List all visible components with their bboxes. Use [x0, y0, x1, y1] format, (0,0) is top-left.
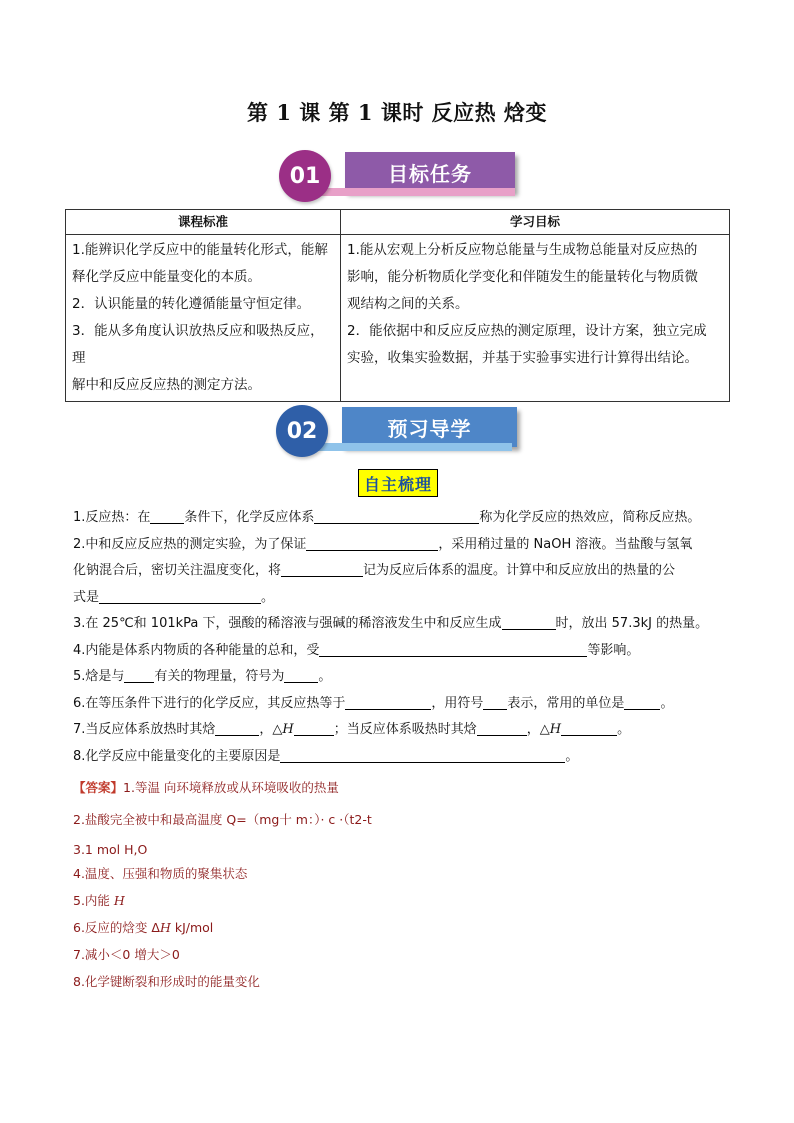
answer-text: 1.等温 向环境释放或从环境吸收的热量 — [123, 780, 339, 795]
question-text: 化钠混合后，密切关注温度变化，将 — [73, 563, 282, 578]
delta-h-symbol: △H — [539, 722, 562, 737]
question-text: 条件下，化学反应体系 — [184, 510, 315, 525]
section-number-badge: 01 — [279, 150, 331, 202]
answer-4: 4.温度、压强和物质的聚集状态 — [73, 866, 248, 881]
answer-7: 7.减小＜0 增大＞0 — [73, 947, 180, 962]
answer-blank — [294, 719, 334, 736]
question-text: 式是 — [73, 589, 100, 605]
question-text: ， — [259, 722, 273, 737]
table-line: 2．能依据中和反应反应热的测定原理，设计方案，独立完成 — [347, 323, 707, 339]
question-7 — [73, 717, 733, 744]
question-text: ， — [526, 722, 540, 737]
question-text: 。 — [318, 669, 332, 684]
answer-blank — [314, 507, 479, 524]
question-text: ，用符号 — [431, 695, 484, 711]
table-header-standard: 课程标准 — [66, 210, 341, 235]
answer-blank — [99, 587, 261, 604]
answer-blank — [306, 534, 438, 551]
question-list — [73, 505, 733, 770]
question-text: 3.在 25℃和 101kPa 下，强酸的稀溶液与强碱的稀溶液发生中和反应生成 — [73, 616, 502, 631]
question-text: 时，放出 57.3kJ 的热量。 — [555, 616, 709, 631]
question-text: 。 — [565, 748, 579, 764]
answer-6 — [73, 913, 733, 940]
question-3 — [73, 611, 733, 638]
question-text: 。 — [617, 722, 631, 737]
table-line: 影响，能分析物质化学变化和伴随发生的能量转化与物质微 — [347, 269, 698, 285]
standards-table — [65, 209, 730, 402]
answer-text: 6.反应的焓变 Δ — [73, 920, 160, 935]
section-underline — [319, 188, 515, 196]
question-text: ，采用稍过量的 NaOH 溶液。当盐酸与氢氧 — [438, 536, 693, 552]
section-header-targets — [279, 150, 519, 202]
answer-symbol: H — [159, 920, 171, 935]
question-text: 有关的物理量，符号为 — [154, 669, 285, 684]
table-line: 释化学反应中能量变化的本质。 — [72, 269, 261, 285]
table-line: 实验，收集实验数据，并基于实验事实进行计算得出结论。 — [347, 350, 698, 366]
answer-blank — [124, 666, 154, 683]
answer-symbol: H — [113, 893, 125, 908]
section-underline — [316, 443, 512, 451]
question-text: ；当反应体系吸热时其焓 — [333, 722, 477, 737]
question-text: 记为反应后体系的温度。计算中和反应放出的热量的公 — [363, 563, 676, 578]
answer-blank — [345, 693, 431, 710]
question-text: 。 — [261, 589, 275, 605]
answer-blank — [502, 613, 556, 630]
answer-blank — [561, 719, 617, 736]
answer-blank — [215, 719, 259, 736]
answer-3: 3.1 mol H,O — [73, 842, 148, 857]
answer-5 — [73, 886, 733, 913]
question-8 — [73, 744, 733, 771]
answer-blank — [319, 640, 587, 657]
answer-blank — [150, 507, 184, 524]
question-1 — [73, 505, 733, 532]
question-text: 8.化学反应中能量变化的主要原因是 — [73, 748, 281, 764]
question-2-cont — [73, 558, 733, 585]
answer-blank — [284, 666, 318, 683]
answer-2: 2.盐酸完全被中和最高温度 Q=（mg十 m：）· c ·（t2-t — [73, 812, 372, 827]
table-cell-standards — [66, 235, 341, 402]
answer-section — [73, 777, 733, 994]
table-cell-goals — [341, 235, 730, 402]
answer-blank — [624, 693, 660, 710]
table-header-goal: 学习目标 — [341, 210, 730, 235]
question-2 — [73, 532, 733, 559]
table-line: 解中和反应反应热的测定方法。 — [72, 377, 261, 393]
question-text: 5.焓是与 — [73, 669, 125, 684]
answer-blank — [477, 719, 527, 736]
answer-blank — [483, 693, 507, 710]
question-4 — [73, 638, 733, 665]
question-text: 。 — [660, 695, 674, 711]
question-text: 表示，常用的单位是 — [507, 695, 625, 711]
table-line: 1.能从宏观上分析反应物总能量与生成物总能量对反应热的 — [347, 242, 698, 258]
table-line: 2．认识能量的转化遵循能量守恒定律。 — [72, 296, 311, 312]
answer-blank — [281, 560, 363, 577]
answer-text: kJ/mol — [170, 920, 214, 935]
page-title: 第 1 课 第 1 课时 反应热 焓变 — [247, 100, 547, 125]
table-line: 1.能辨识化学反应中的能量转化形式，能解 — [72, 242, 328, 258]
question-text: 称为化学反应的热效应，简称反应热。 — [479, 510, 701, 525]
subheading-self-study: 自主梳理 — [358, 469, 438, 497]
question-text: 2.中和反应反应热的测定实验，为了保证 — [73, 536, 307, 552]
answer-1 — [73, 777, 733, 803]
question-text: 等影响。 — [587, 642, 640, 658]
question-text: 7.当反应体系放热时其焓 — [73, 722, 216, 737]
table-line: 观结构之间的关系。 — [347, 296, 469, 312]
answer-text: 5.内能 — [73, 893, 114, 908]
section-label: 预习导学 — [342, 407, 517, 447]
question-5 — [73, 664, 733, 691]
table-line: 3．能从多角度认识放热反应和吸热反应，理 — [72, 323, 324, 366]
answer-8: 8.化学键断裂和形成时的能量变化 — [73, 974, 260, 989]
question-2-formula — [73, 585, 733, 612]
question-text: 6.在等压条件下进行的化学反应，其反应热等于 — [73, 695, 346, 711]
question-text: 1.反应热：在 — [73, 510, 151, 525]
delta-h-symbol: △H — [272, 722, 294, 737]
section-label: 目标任务 — [345, 152, 515, 192]
section-number-badge: 02 — [276, 405, 328, 457]
question-6 — [73, 691, 733, 718]
answer-blank — [280, 746, 565, 763]
answer-tag: 【答案】 — [73, 780, 124, 795]
question-text: 4.内能是体系内物质的各种能量的总和，受 — [73, 642, 320, 658]
section-header-preview — [276, 405, 521, 457]
